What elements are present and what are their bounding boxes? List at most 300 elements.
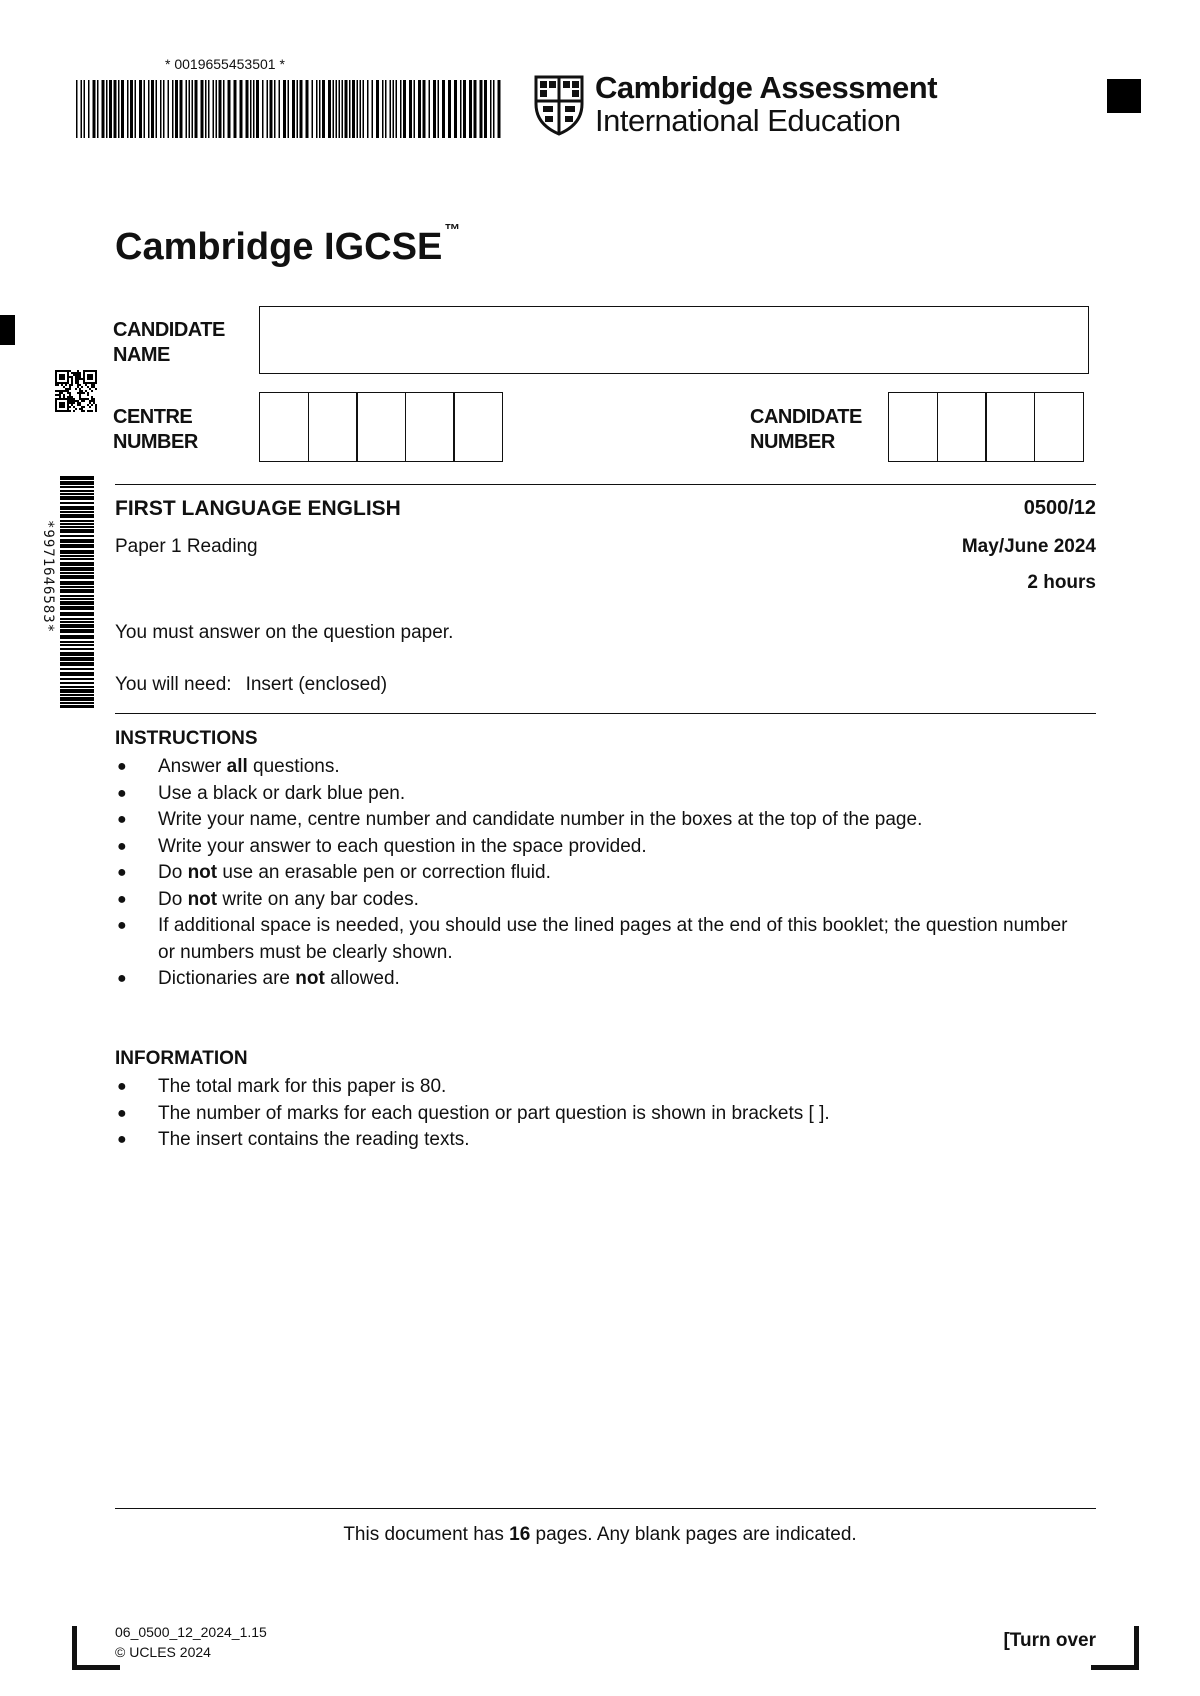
qr-module	[79, 394, 81, 396]
qr-module	[55, 408, 57, 410]
instructions-list	[115, 754, 1075, 993]
qr-module	[67, 404, 69, 406]
barcode-bar	[172, 80, 174, 138]
qr-module	[95, 376, 97, 378]
qr-module	[91, 370, 93, 372]
barcode-bar	[175, 80, 178, 138]
information-item	[115, 1101, 1075, 1128]
barcode-bar	[205, 80, 207, 138]
centre-number-digit-box[interactable]	[259, 392, 309, 462]
barcode-bar	[160, 80, 162, 138]
instruction-item	[115, 966, 1075, 993]
qr-module	[93, 398, 95, 400]
barcode-bar	[234, 80, 237, 138]
bullet-icon: ●	[117, 890, 127, 908]
candidate-name-box[interactable]	[259, 306, 1089, 374]
qr-module	[87, 378, 89, 380]
qr-module	[67, 374, 69, 376]
qr-module	[91, 374, 93, 376]
qr-module	[91, 404, 93, 406]
barcode-bar	[385, 80, 387, 138]
qr-module	[55, 382, 57, 384]
barcode-bar	[60, 586, 94, 588]
barcode-bar	[60, 496, 94, 500]
qr-module	[83, 382, 85, 384]
qr-module	[55, 394, 57, 396]
barcode-bar	[267, 80, 269, 138]
barcode-bar	[106, 80, 108, 138]
qr-module	[95, 382, 97, 384]
barcode-bar	[130, 80, 133, 138]
centre-number-digit-box[interactable]	[405, 392, 455, 462]
qr-module	[67, 378, 69, 380]
barcode-bar	[60, 506, 94, 510]
left-edge-mark	[0, 315, 15, 345]
qr-module	[65, 384, 67, 386]
qr-code	[55, 370, 97, 412]
qr-module	[61, 398, 63, 400]
barcode-bar	[76, 80, 78, 138]
bullet-icon: ●	[117, 1078, 127, 1095]
qr-module	[77, 370, 79, 372]
barcode-bar	[312, 80, 314, 138]
qr-module	[95, 406, 97, 408]
qr-module	[61, 374, 63, 376]
qr-module	[79, 374, 81, 376]
materials-label: You will need:	[115, 674, 232, 695]
qr-module	[61, 382, 63, 384]
qr-module	[75, 400, 77, 402]
corner-registration-mark	[1107, 79, 1141, 113]
qr-module	[83, 410, 85, 412]
qr-module	[55, 410, 57, 412]
qr-module	[59, 410, 61, 412]
qr-module	[63, 374, 65, 376]
barcode-bar	[60, 648, 94, 650]
qr-module	[89, 388, 91, 390]
answer-note: You must answer on the question paper.	[115, 622, 454, 643]
barcode-bar	[363, 80, 365, 138]
qr-module	[71, 384, 73, 386]
barcode-bar	[460, 80, 462, 138]
qr-module	[67, 388, 69, 390]
qr-module	[67, 406, 69, 408]
qr-module	[59, 378, 61, 380]
instruction-text: Use a black or dark blue pen.	[158, 782, 406, 804]
barcode-bar	[300, 80, 303, 138]
instruction-text: Answer	[158, 756, 227, 777]
barcode-bar	[60, 481, 94, 485]
qr-module	[77, 402, 79, 404]
barcode-bar	[213, 80, 215, 138]
qr-module	[71, 376, 73, 378]
copyright: © UCLES 2024	[115, 1644, 211, 1660]
qr-module	[89, 400, 91, 402]
qr-module	[57, 384, 59, 386]
qr-module	[75, 408, 77, 410]
barcode-bar	[60, 511, 94, 513]
qr-module	[87, 394, 89, 396]
bullet-icon: ●	[117, 811, 127, 828]
qr-module	[87, 382, 89, 384]
qr-module	[55, 402, 57, 404]
candidate-name-label	[113, 318, 225, 368]
qr-module	[87, 370, 89, 372]
barcode-bar	[288, 80, 290, 138]
qr-module	[87, 398, 89, 400]
barcode-bar	[60, 572, 94, 574]
qr-module	[71, 402, 73, 404]
barcode-bar	[135, 80, 137, 138]
qr-module	[55, 384, 57, 386]
page-count-text: This document has	[343, 1524, 510, 1545]
barcode-bar	[60, 697, 94, 701]
barcode-bar	[409, 80, 412, 138]
qr-module	[79, 402, 81, 404]
brand-name: Cambridge IGCSE	[115, 226, 443, 268]
barcode-bar	[376, 80, 379, 138]
barcode-bar	[60, 606, 94, 610]
qr-module	[69, 386, 71, 388]
barcode-bar	[60, 682, 94, 684]
qr-module	[77, 392, 79, 394]
qr-module	[75, 372, 77, 374]
barcode-bar	[60, 618, 94, 620]
crest-icon	[533, 74, 585, 136]
barcode-bar	[423, 80, 426, 138]
information-list	[115, 1074, 1075, 1154]
barcode-bar	[168, 80, 170, 138]
qr-module	[81, 410, 83, 412]
qr-module	[59, 370, 61, 372]
qr-module	[67, 396, 69, 398]
qr-module	[93, 400, 95, 402]
barcode-bar	[60, 544, 94, 548]
instruction-item	[115, 887, 1075, 914]
qr-module	[57, 370, 59, 372]
barcode-bar	[270, 80, 273, 138]
barcode-bar	[139, 80, 142, 138]
instruction-text: Write your answer to each question in the space provided.	[158, 835, 647, 857]
instruction-item	[115, 807, 1075, 834]
subject-title: FIRST LANGUAGE ENGLISH	[115, 497, 401, 520]
qr-module	[63, 402, 65, 404]
centre-number-boxes	[259, 392, 503, 462]
qr-module	[69, 388, 71, 390]
barcode-bar	[463, 80, 466, 138]
barcode-bar	[60, 668, 94, 670]
barcode-bar	[396, 80, 398, 138]
barcode-bar	[118, 80, 120, 138]
qr-module	[61, 378, 63, 380]
document-code: 06_0500_12_2024_1.15	[115, 1624, 267, 1640]
barcode-bar	[60, 514, 94, 518]
barcode-bar	[256, 80, 259, 138]
barcode-bar	[127, 80, 129, 138]
qr-module	[61, 384, 63, 386]
barcode-bar	[474, 80, 477, 138]
qr-module	[91, 390, 93, 392]
qr-module	[61, 376, 63, 378]
barcode-bar	[328, 80, 331, 138]
barcode-bar	[60, 612, 94, 616]
qr-module	[67, 392, 69, 394]
qr-module	[77, 384, 79, 386]
qr-module	[59, 402, 61, 404]
qr-module	[79, 376, 81, 378]
qr-module	[65, 370, 67, 372]
turn-over: [Turn over	[1003, 1630, 1096, 1651]
qr-module	[59, 374, 61, 376]
qr-module	[87, 374, 89, 376]
information-text: The number of marks for each question or part question is shown in brackets [ ].	[158, 1102, 830, 1124]
qr-module	[65, 388, 67, 390]
centre-number-digit-box[interactable]	[308, 392, 358, 462]
qr-module	[87, 376, 89, 378]
qr-module	[79, 384, 81, 386]
barcode-bar	[60, 555, 94, 557]
exam-session: May/June 2024	[961, 536, 1096, 557]
barcode-bar	[208, 80, 210, 138]
instruction-text: Do	[158, 862, 188, 883]
qr-module	[59, 390, 61, 392]
qr-module	[59, 398, 61, 400]
qr-module	[93, 370, 95, 372]
qr-module	[71, 404, 73, 406]
qr-module	[79, 388, 81, 390]
barcode-bar	[438, 80, 440, 138]
page-count-number: 16	[509, 1524, 531, 1545]
qr-module	[71, 400, 73, 402]
barcode-bar	[333, 80, 335, 138]
barcode-bar	[498, 80, 501, 138]
qr-module	[85, 398, 87, 400]
qr-module	[63, 410, 65, 412]
candidate-number-digit-box[interactable]	[937, 392, 987, 462]
barcode-bar	[60, 567, 94, 571]
barcode-bar	[60, 705, 94, 708]
bullet-icon: ●	[117, 970, 127, 987]
qr-module	[71, 378, 73, 380]
bullet-icon: ●	[117, 917, 127, 934]
qr-module	[85, 384, 87, 386]
qr-module	[81, 378, 83, 380]
qr-module	[69, 400, 71, 402]
barcode-bar	[60, 476, 94, 480]
qr-module	[83, 370, 85, 372]
qr-module	[57, 394, 59, 396]
barcode-bar	[60, 562, 94, 566]
barcode-bar	[322, 80, 325, 138]
qr-module	[57, 410, 59, 412]
barcode-bar	[60, 490, 94, 492]
crop-mark-left	[72, 1626, 120, 1670]
top-barcode-number: * 0019655453501 *	[165, 56, 285, 72]
qr-module	[81, 390, 83, 392]
qr-module	[77, 386, 79, 388]
instruction-text: If additional space is needed, you should use the lined pages at the end of this booklet; the question number or numbers must be clearly shown.	[158, 915, 1068, 963]
barcode-bar	[60, 502, 94, 504]
qr-module	[73, 402, 75, 404]
qr-module	[55, 390, 57, 392]
qr-module	[69, 370, 71, 372]
qr-module	[67, 380, 69, 382]
qr-module	[61, 410, 63, 412]
barcode-bar	[60, 662, 94, 666]
qr-module	[55, 374, 57, 376]
qr-module	[93, 382, 95, 384]
crop-mark-right	[1091, 1626, 1139, 1670]
qr-module	[93, 386, 95, 388]
barcode-bar	[292, 80, 295, 138]
candidate-number-label	[750, 405, 862, 455]
bullet-icon: ●	[117, 1131, 127, 1148]
qr-module	[79, 372, 81, 374]
qr-module	[55, 376, 57, 378]
qr-module	[57, 382, 59, 384]
information-text: The total mark for this paper is 80.	[158, 1076, 447, 1097]
qr-module	[81, 408, 83, 410]
qr-module	[77, 382, 79, 384]
page-count-text: pages. Any blank pages are indicated.	[530, 1524, 857, 1545]
barcode-bar	[186, 80, 188, 138]
barcode-bar	[390, 80, 392, 138]
barcode-bar	[60, 575, 94, 579]
syllabus-code: 0500/12	[1023, 497, 1096, 519]
qr-module	[71, 398, 73, 400]
instruction-item	[115, 860, 1075, 887]
qr-module	[83, 406, 85, 408]
paper-title: Paper 1 Reading	[115, 536, 258, 557]
qr-module	[95, 388, 97, 390]
barcode-bar	[400, 80, 402, 138]
qr-module	[83, 378, 85, 380]
barcode-bar	[414, 80, 416, 138]
barcode-bar	[283, 80, 286, 138]
qr-module	[93, 384, 95, 386]
barcode-bar	[60, 641, 94, 643]
instruction-emphasis: not	[187, 888, 218, 910]
barcode-bar	[493, 80, 495, 138]
barcode-bar	[403, 80, 406, 138]
qr-module	[67, 382, 69, 384]
qr-module	[69, 392, 71, 394]
barcode-bar	[469, 80, 472, 138]
barcode-bar	[339, 80, 341, 138]
qr-module	[73, 410, 75, 412]
barcode-bar	[102, 80, 105, 138]
barcode-bar	[60, 520, 94, 522]
qr-module	[69, 384, 71, 386]
qr-module	[77, 404, 79, 406]
instruction-emphasis: not	[187, 862, 218, 883]
qr-module	[95, 374, 97, 376]
barcode-bar	[189, 80, 191, 138]
qr-module	[95, 410, 97, 412]
qr-module	[91, 382, 93, 384]
materials-needed	[115, 674, 387, 696]
barcode-bar	[319, 80, 321, 138]
qr-module	[77, 376, 79, 378]
qr-module	[91, 376, 93, 378]
qr-module	[67, 402, 69, 404]
qr-module	[69, 402, 71, 404]
qr-module	[59, 392, 61, 394]
barcode-bar	[429, 80, 431, 138]
centre-number-digit-box[interactable]	[356, 392, 406, 462]
qr-module	[81, 398, 83, 400]
candidate-number-digit-box[interactable]	[985, 392, 1035, 462]
qr-module	[73, 372, 75, 374]
qr-module	[87, 392, 89, 394]
qr-module	[71, 372, 73, 374]
candidate-number-digit-box[interactable]	[1034, 392, 1084, 462]
qr-module	[87, 410, 89, 412]
qr-module	[81, 400, 83, 402]
barcode-bar	[216, 80, 218, 138]
qr-module	[73, 398, 75, 400]
candidate-name-label-line2: NAME	[113, 344, 170, 366]
qr-module	[91, 384, 93, 386]
information-text: The insert contains the reading texts.	[158, 1129, 470, 1150]
qr-module	[69, 410, 71, 412]
barcode-bar	[60, 689, 94, 693]
barcode-bar	[480, 80, 483, 138]
qr-module	[75, 378, 77, 380]
barcode-bar	[448, 80, 451, 138]
candidate-number-label-line2: NUMBER	[750, 431, 835, 453]
qr-module	[75, 380, 77, 382]
centre-number-digit-box[interactable]	[453, 392, 503, 462]
qr-module	[79, 378, 81, 380]
barcode-bar	[60, 644, 94, 646]
qr-module	[63, 382, 65, 384]
barcode-bar	[60, 539, 94, 543]
barcode-bar	[60, 529, 94, 533]
qr-module	[63, 370, 65, 372]
qr-module	[65, 410, 67, 412]
qr-module	[91, 400, 93, 402]
qr-module	[69, 396, 71, 398]
instruction-text: use an erasable pen or correction fluid.	[217, 862, 551, 883]
instruction-text: allowed.	[324, 968, 400, 989]
barcode-bar	[60, 526, 94, 528]
barcode-bar	[151, 80, 154, 138]
barcode-bar	[60, 535, 94, 537]
information-item	[115, 1074, 1075, 1101]
instruction-emphasis: not	[295, 968, 325, 989]
barcode-bar	[60, 621, 94, 623]
qr-module	[75, 382, 77, 384]
qr-module	[95, 404, 97, 406]
qr-module	[91, 398, 93, 400]
brand-title	[115, 222, 460, 269]
barcode-bar	[84, 80, 86, 138]
bullet-icon: ●	[117, 864, 127, 881]
qr-module	[65, 382, 67, 384]
qr-module	[55, 406, 57, 408]
qr-module	[67, 370, 69, 372]
qr-module	[63, 406, 65, 408]
qr-module	[61, 406, 63, 408]
qr-module	[95, 370, 97, 372]
qr-module	[85, 390, 87, 392]
centre-number-label-line1: CENTRE	[113, 406, 193, 428]
candidate-number-digit-box[interactable]	[888, 392, 938, 462]
instruction-item	[115, 781, 1075, 808]
qr-module	[61, 402, 63, 404]
barcode-bar	[367, 80, 369, 138]
